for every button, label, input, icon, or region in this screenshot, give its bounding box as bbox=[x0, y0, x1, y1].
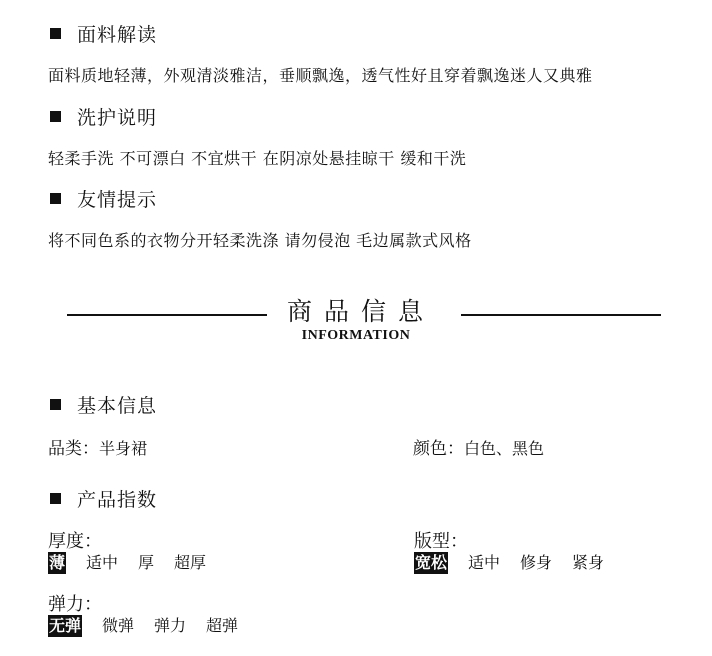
thickness-options bbox=[48, 552, 226, 574]
basic-section-heading bbox=[50, 391, 157, 418]
square-bullet-icon bbox=[50, 399, 61, 410]
thickness-option: 薄 bbox=[49, 553, 66, 572]
banner-title: 商品信息 bbox=[286, 297, 435, 326]
color-value: 白色、黑色 bbox=[464, 439, 545, 458]
square-bullet-icon bbox=[50, 111, 61, 122]
category-value: 半身裙 bbox=[99, 439, 148, 458]
fit-option: 修身 bbox=[520, 553, 553, 572]
tips-section-heading bbox=[50, 185, 157, 212]
elasticity-options bbox=[48, 615, 258, 637]
elasticity-option: 无弹 bbox=[49, 616, 82, 635]
thickness-label: 厚度： bbox=[48, 531, 102, 552]
square-bullet-icon bbox=[50, 493, 61, 504]
basic-heading: 基本信息 bbox=[77, 395, 158, 417]
color-label: 颜色： bbox=[413, 439, 464, 459]
category-row bbox=[48, 434, 147, 459]
care-heading: 洗护说明 bbox=[77, 107, 158, 129]
thickness-option: 适中 bbox=[86, 553, 119, 572]
tips-heading: 友情提示 bbox=[77, 189, 158, 211]
banner-subtitle: INFORMATION bbox=[301, 328, 411, 343]
color-row bbox=[413, 434, 544, 459]
fabric-description: 面料质地轻薄，外观清淡雅洁，垂顺飘逸，透气性好且穿着飘逸迷人又典雅 bbox=[48, 66, 593, 85]
index-section-heading bbox=[50, 485, 157, 512]
fit-options bbox=[414, 552, 624, 574]
square-bullet-icon bbox=[50, 28, 61, 39]
index-heading: 产品指数 bbox=[77, 489, 158, 511]
tips-text: 将不同色系的衣物分开轻柔洗涤 请勿侵泡 毛边属款式风格 bbox=[48, 231, 472, 250]
thickness-option: 厚 bbox=[138, 553, 155, 572]
square-bullet-icon bbox=[50, 193, 61, 204]
fabric-section-heading bbox=[50, 20, 157, 47]
fit-label: 版型： bbox=[414, 531, 468, 552]
elasticity-option: 弹力 bbox=[154, 616, 187, 635]
elasticity-option: 微弹 bbox=[102, 616, 135, 635]
category-label: 品类： bbox=[48, 439, 99, 459]
care-instructions: 轻柔手洗 不可漂白 不宜烘干 在阴凉处悬挂晾干 缓和干洗 bbox=[48, 149, 467, 168]
elasticity-option: 超弹 bbox=[206, 616, 239, 635]
care-section-heading bbox=[50, 103, 157, 130]
elasticity-label: 弹力： bbox=[48, 594, 102, 615]
thickness-option: 超厚 bbox=[174, 553, 207, 572]
fit-option: 紧身 bbox=[572, 553, 605, 572]
fit-option: 适中 bbox=[468, 553, 501, 572]
fit-option: 宽松 bbox=[415, 553, 448, 572]
fabric-heading: 面料解读 bbox=[77, 24, 158, 46]
